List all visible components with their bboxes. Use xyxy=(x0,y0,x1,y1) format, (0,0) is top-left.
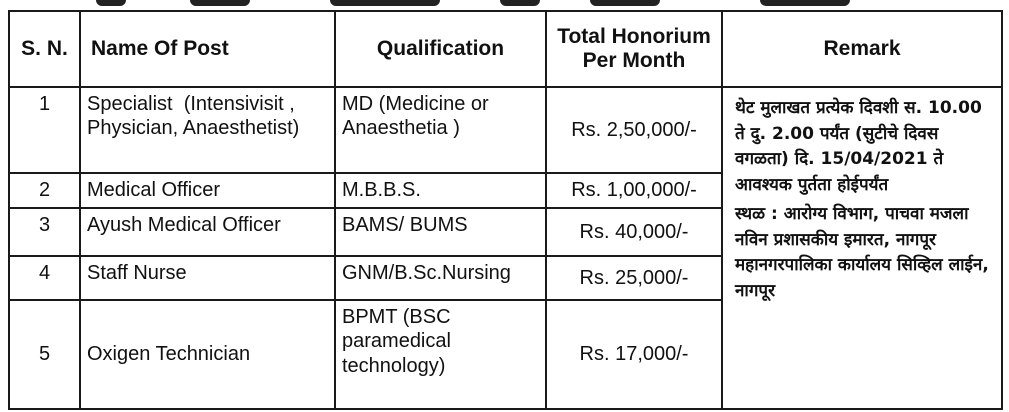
header-remark: Remark xyxy=(722,11,1002,87)
qualification-line: Anaesthetia ) xyxy=(342,117,460,140)
row-qualification xyxy=(335,87,546,173)
row-post: Staff Nurse xyxy=(80,256,335,300)
row-qualification xyxy=(335,300,546,409)
table-header-row xyxy=(9,11,1002,87)
header-honorium-line1: Total Honorium xyxy=(557,24,711,48)
qualification-line: paramedical xyxy=(342,330,451,353)
header-qualification: Qualification xyxy=(335,11,546,87)
row-honorium: Rs. 17,000/- xyxy=(546,300,722,409)
row-sn: 4 xyxy=(9,256,80,300)
row-sn: 3 xyxy=(9,208,80,256)
post-line: Physician, Anaesthetist) xyxy=(87,117,300,140)
qualification-line: MD (Medicine or xyxy=(342,93,489,115)
recruitment-table xyxy=(8,10,1003,410)
header-honorium xyxy=(546,11,722,87)
row-qualification: GNM/B.Sc.Nursing xyxy=(335,256,546,300)
header-sn: S. N. xyxy=(9,11,80,87)
row-post xyxy=(80,87,335,173)
post-line: Specialist (Intensivisit , xyxy=(87,93,295,115)
row-sn: 2 xyxy=(9,173,80,208)
row-sn: 5 xyxy=(9,300,80,409)
row-honorium: Rs. 25,000/- xyxy=(546,256,722,300)
row-post: Oxigen Technician xyxy=(80,300,335,409)
table-row xyxy=(9,87,1002,173)
remark-cell xyxy=(722,87,1002,409)
row-honorium: Rs. 2,50,000/- xyxy=(546,87,722,173)
remark-interview-schedule: थेट मुलाखत प्रत्येक दिवशी स. 10.00 ते दु. 2.00 पर्यंत (सुटीचे दिवस वगळता) दि. 15/04/2021 ते आवश्यक पुर्तता होईपर्यंत xyxy=(735,98,982,195)
row-post: Medical Officer xyxy=(80,173,335,208)
remark-venue: स्थळ : आरोग्य विभाग, पाचवा मजला नविन प्रशासकीय इमारत, नागपूर महानगरपालिका कार्यालय सिव्हिल लाईन, नागपूर xyxy=(735,204,989,301)
qualification-line: BPMT (BSC xyxy=(342,306,451,328)
cropped-heading-remnant xyxy=(0,0,1009,10)
qualification-line: technology) xyxy=(342,354,446,377)
header-post: Name Of Post xyxy=(80,11,335,87)
row-post: Ayush Medical Officer xyxy=(80,208,335,256)
row-honorium: Rs. 1,00,000/- xyxy=(546,173,722,208)
row-honorium: Rs. 40,000/- xyxy=(546,208,722,256)
row-sn: 1 xyxy=(9,87,80,173)
row-qualification: BAMS/ BUMS xyxy=(335,208,546,256)
header-honorium-line2: Per Month xyxy=(582,49,686,72)
row-qualification: M.B.B.S. xyxy=(335,173,546,208)
